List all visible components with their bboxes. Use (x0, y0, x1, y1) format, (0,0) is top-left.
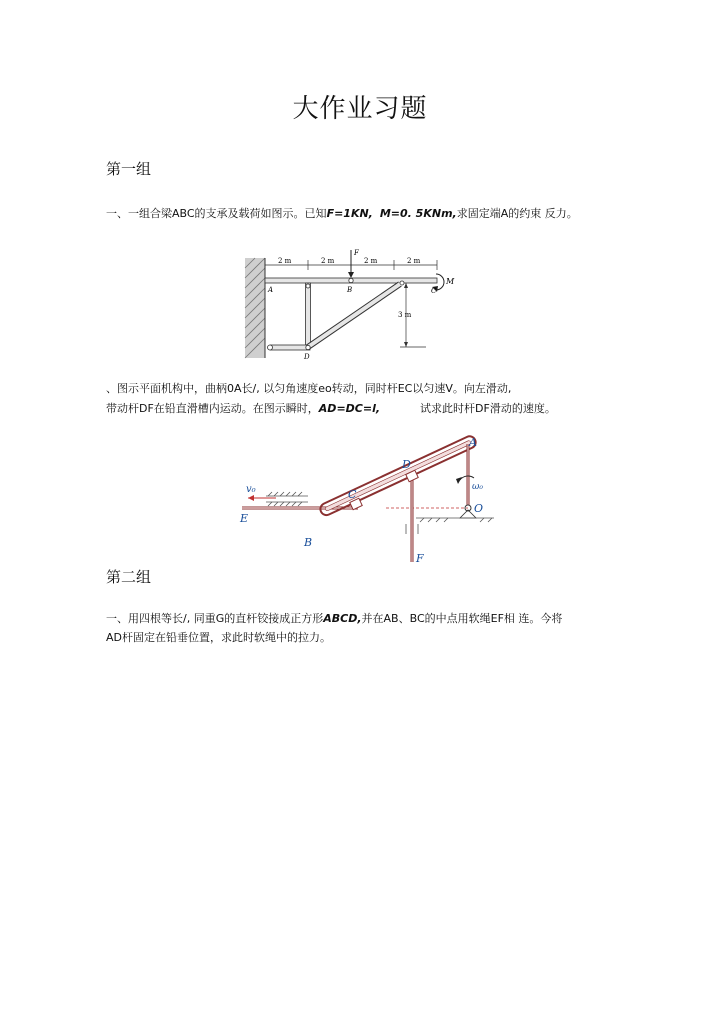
wall-hinge-lower (268, 345, 273, 350)
label-m: M (446, 277, 455, 286)
problem2-line2 (106, 400, 616, 418)
group2-line1-post: 并在AB、BC的中点用软绳EF相 连。今将 (361, 612, 563, 625)
ground-hatching-left (266, 492, 308, 506)
group1-heading: 第一组 (106, 160, 152, 178)
dim-label-1: 2 m (278, 257, 292, 265)
problem1-text-pre: 一、一组合梁ABC的支承及载荷如图示。已知 (106, 207, 327, 220)
problem2-equation: AD=DC=l, (318, 402, 381, 415)
vertical-strut (306, 283, 311, 346)
group2-abcd: ABCD, (323, 612, 362, 625)
dim-height-label: 3 m (398, 311, 412, 319)
beam-figure (240, 246, 460, 362)
label-a: A (268, 286, 274, 294)
slotted-lever-ab (318, 434, 477, 517)
group2-problem1-line1 (106, 610, 616, 628)
problem1-m-value: M=0. 5KNm, (379, 207, 457, 220)
hinge-d (306, 345, 310, 349)
support-c (400, 281, 404, 285)
group2-heading: 第二组 (106, 568, 152, 586)
label-d: D (304, 353, 310, 361)
dim-label-3: 2 m (364, 257, 378, 265)
group2-problem1-line2: AD杆固定在铅垂位置，求此时软绳中的拉力。 (106, 631, 331, 644)
ground-hatching-right (416, 518, 494, 522)
label-o: O (474, 502, 484, 515)
problem2-line2-pre: 带动杆DF在铅直滑槽内运动。在图示瞬时， (106, 402, 319, 415)
dim-label-2: 2 m (321, 257, 335, 265)
label-f: F (354, 249, 359, 257)
hinge-b (349, 278, 353, 282)
label-v0: v₀ (246, 484, 256, 495)
problem1-text (106, 205, 616, 223)
label-a2: A (469, 436, 477, 449)
dim-label-4: 2 m (407, 257, 421, 265)
label-e: E (240, 512, 249, 525)
label-b2: B (304, 536, 313, 549)
problem2-line1: 、图示平面机构中，曲柄0A长/, 以匀角速度eo转动，同时杆EC以匀速V。向左滑动, (106, 382, 512, 395)
label-d2: D (402, 458, 411, 471)
mechanism-figure (236, 434, 506, 566)
problem1-f-value: F=1KN, (326, 207, 373, 220)
label-c2: C (348, 488, 357, 501)
label-b: B (347, 286, 353, 294)
document-title: 大作业习题 (292, 94, 428, 124)
label-omega0: ω₀ (472, 482, 483, 492)
label-c: C (431, 287, 437, 295)
problem2-line2-post: 试求此时杆DF滑动的速度。 (420, 402, 556, 415)
group2-line1-pre: 一、用四根等长/, 同重G的直杆铰接成正方形 (106, 612, 324, 625)
problem1-text-post: 求固定端A的约束 反力。 (456, 207, 578, 220)
lower-bar (270, 345, 310, 350)
label-f2: F (416, 552, 424, 565)
force-f-arrowhead (348, 272, 354, 278)
hinge-post-top (306, 284, 310, 288)
